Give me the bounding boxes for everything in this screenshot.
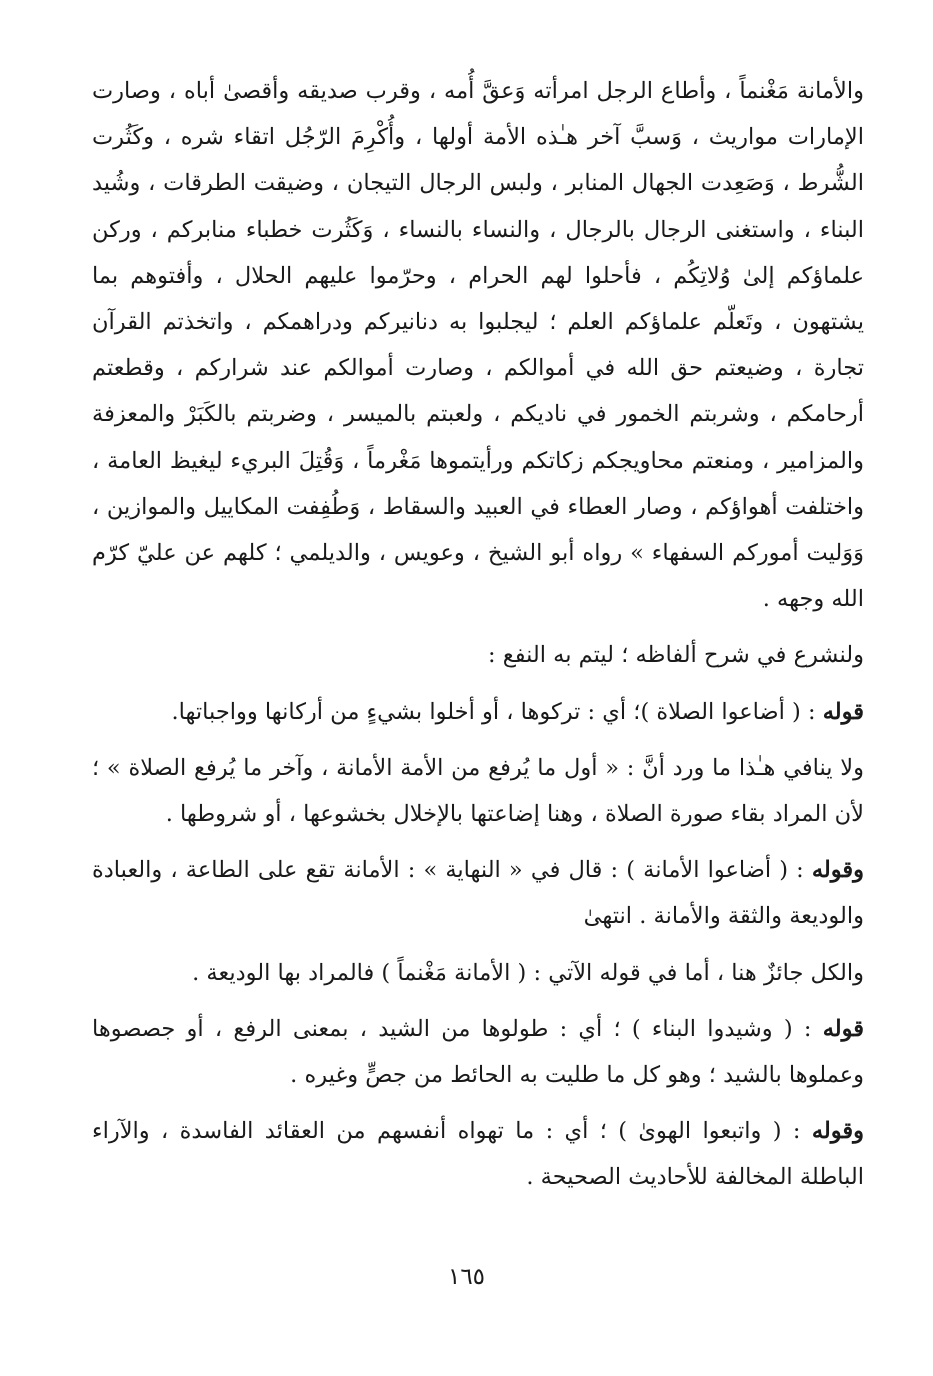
commentary-label: قوله: [822, 698, 864, 725]
commentary-label: وقوله: [811, 1118, 864, 1145]
paragraph-trust-explanation: [92, 847, 864, 939]
paragraph-hadith-continuation: والأمانة مَغْنماً ، وأطاع الرجل امرأته وَعقَّ أُمه ، وقرب صديقه وأقصىٰ أباه ، وصارت الإمارات مواريث ، وَسبَّ آخر هـٰذه الأمة أولها ، وأُكْرِمَ الرّجُل اتقاء شره ، وكَثُرت الشُّرط ، وَصَعِدت الجهال المنابر ، ولبس الرجال التيجان ، وضيقت الطرقات ، وشُيد البناء ، واستغنى الرجال بالرجال ، والنساء بالنساء ، وَكَثُرت خطباء منابركم ، وركن علماؤكم إلىٰ وُلاتِكُم ، فأحلوا لهم الحرام ، وحرّموا عليهم الحلال ، وأفتوهم بما يشتهون ، وتَعلّم علماؤكم العلم ؛ ليجلبوا به دنانيركم ودراهمكم ، واتخذتم القرآن تجارة ، وضيعتم حق الله في أموالكم ، وصارت أموالكم عند شراركم ، وقطعتم أرحامكم ، وشربتم الخمور في ناديكم ، ولعبتم بالميسر ، وضربتم بالكَبَرْ والمعزفة والمزامير ، ومنعتم محاويجكم زكاتكم ورأيتموها مَغْرماً ، وَقُتِلَ البريء ليغيظ العامة ، واختلفت أهواؤكم ، وصار العطاء في العبيد والسقاط ، وَطُفِفت المكاييل والموازين ، وَوَليت أموركم السفهاء » رواه أبو الشيخ ، وعويس ، والديلمي ؛ كلهم عن عليّ كرّم الله وجهه .: [92, 78, 864, 613]
paragraph-no-contradiction: ولا ينافي هـٰذا ما ورد أنَّ : « أول ما يُرفع من الأمة الأمانة ، وآخر ما يُرفع الصلاة » ؛ لأن المراد بقاء صورة الصلاة ، وهنا إضاعتها بالإخلال بخشوعها ، أو شروطها .: [92, 754, 864, 828]
commentary-text: : ( أضاعوا الأمانة ) : قال في « النهاية » : الأمانة تقع على الطاعة ، والعبادة والوديعة والثقة والأمانة . انتهىٰ: [92, 857, 864, 930]
commentary-text: : ( أضاعوا الصلاة )؛ أي : تركوها ، أو أخلوا بشيءٍ من أركانها وواجباتها.: [171, 698, 823, 725]
commentary-label: وقوله: [811, 857, 864, 884]
page-number: ١٦٥: [447, 1264, 486, 1290]
commentary-text: : ( واتبعوا الهوىٰ ) ؛ أي : ما تهواه أنفسهم من العقائد الفاسدة ، والآراء الباطلة المخالفة للأحاديث الصحيحة .: [92, 1118, 864, 1191]
paragraph-desire-explanation: [92, 1108, 864, 1200]
page-body: [92, 68, 864, 1201]
commentary-text: : ( وشيدوا البناء ) ؛ أي : طولوها من الشيد ، بمعنى الرفع ، أو جصصوها وعملوها بالشيد ؛ وهو كل ما طليت به الحائط من جصٍّ وغيره .: [92, 1015, 864, 1089]
commentary-label: قوله: [822, 1015, 864, 1042]
paragraph-trust-deposit: والكل جائزٌ هنا ، أما في قوله الآتي : ( الأمانة مَغْنماً ) فالمراد بها الوديعة .: [192, 959, 864, 986]
paragraph-commentary-intro: ولنشرع في شرح ألفاظه ؛ ليتم به النفع :: [488, 642, 864, 669]
paragraph-building-explanation: [92, 1006, 864, 1098]
paragraph-prayer-explanation: [92, 689, 864, 735]
